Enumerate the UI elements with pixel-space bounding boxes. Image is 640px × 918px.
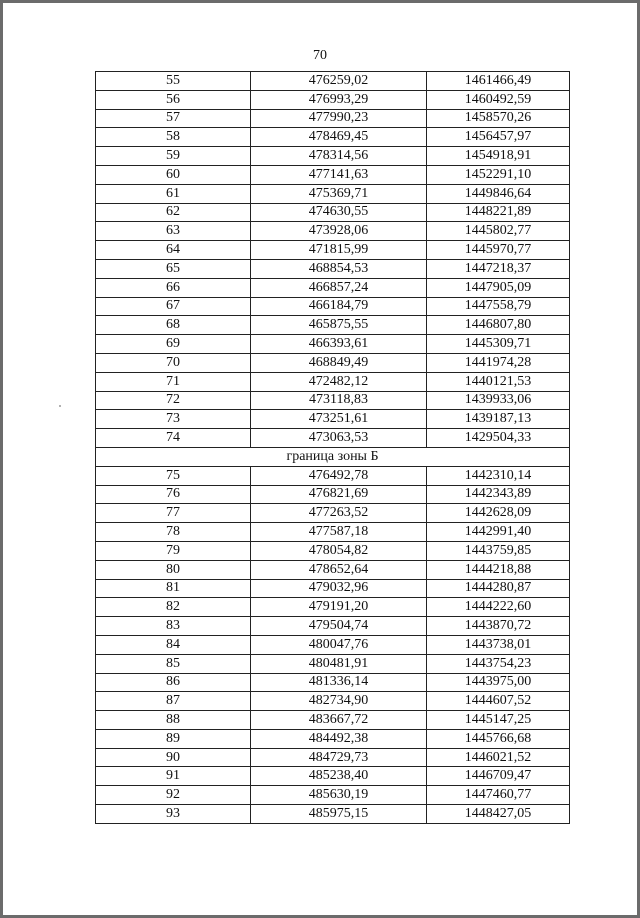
x-coordinate-cell: 466393,61: [251, 335, 427, 354]
table-row: [96, 372, 570, 391]
x-coordinate-cell: 477141,63: [251, 165, 427, 184]
table-row: [96, 767, 570, 786]
x-coordinate-cell: 482734,90: [251, 692, 427, 711]
y-coordinate-cell: 1439933,06: [427, 391, 570, 410]
y-coordinate-cell: 1449846,64: [427, 184, 570, 203]
table-row: [96, 729, 570, 748]
y-coordinate-cell: 1429504,33: [427, 429, 570, 448]
point-number-cell: 80: [96, 560, 251, 579]
y-coordinate-cell: 1443738,01: [427, 635, 570, 654]
point-number-cell: 82: [96, 598, 251, 617]
point-number-cell: 78: [96, 523, 251, 542]
x-coordinate-cell: 468854,53: [251, 259, 427, 278]
x-coordinate-cell: 472482,12: [251, 372, 427, 391]
point-number-cell: 63: [96, 222, 251, 241]
point-number-cell: 64: [96, 241, 251, 260]
y-coordinate-cell: 1445970,77: [427, 241, 570, 260]
point-number-cell: 55: [96, 72, 251, 91]
x-coordinate-cell: 483667,72: [251, 711, 427, 730]
y-coordinate-cell: 1447218,37: [427, 259, 570, 278]
y-coordinate-cell: 1443870,72: [427, 617, 570, 636]
y-coordinate-cell: 1445766,68: [427, 729, 570, 748]
x-coordinate-cell: 485975,15: [251, 805, 427, 824]
x-coordinate-cell: 477587,18: [251, 523, 427, 542]
point-number-cell: 89: [96, 729, 251, 748]
table-row: [96, 353, 570, 372]
coordinates-table-body: [96, 72, 570, 824]
x-coordinate-cell: 481336,14: [251, 673, 427, 692]
table-row: [96, 128, 570, 147]
point-number-cell: 75: [96, 466, 251, 485]
y-coordinate-cell: 1442310,14: [427, 466, 570, 485]
y-coordinate-cell: 1447558,79: [427, 297, 570, 316]
point-number-cell: 62: [96, 203, 251, 222]
y-coordinate-cell: 1442343,89: [427, 485, 570, 504]
y-coordinate-cell: 1442628,09: [427, 504, 570, 523]
x-coordinate-cell: 478054,82: [251, 541, 427, 560]
table-row: [96, 786, 570, 805]
x-coordinate-cell: 479032,96: [251, 579, 427, 598]
table-row: [96, 748, 570, 767]
point-number-cell: 83: [96, 617, 251, 636]
y-coordinate-cell: 1443754,23: [427, 654, 570, 673]
y-coordinate-cell: 1443759,85: [427, 541, 570, 560]
table-row: [96, 635, 570, 654]
point-number-cell: 56: [96, 90, 251, 109]
table-row: [96, 504, 570, 523]
x-coordinate-cell: 476259,02: [251, 72, 427, 91]
x-coordinate-cell: 480481,91: [251, 654, 427, 673]
table-row: [96, 241, 570, 260]
y-coordinate-cell: 1443975,00: [427, 673, 570, 692]
table-row: [96, 316, 570, 335]
point-number-cell: 85: [96, 654, 251, 673]
table-row: [96, 297, 570, 316]
y-coordinate-cell: 1456457,97: [427, 128, 570, 147]
point-number-cell: 81: [96, 579, 251, 598]
point-number-cell: 86: [96, 673, 251, 692]
x-coordinate-cell: 485238,40: [251, 767, 427, 786]
point-number-cell: 69: [96, 335, 251, 354]
x-coordinate-cell: 478469,45: [251, 128, 427, 147]
x-coordinate-cell: 478314,56: [251, 147, 427, 166]
y-coordinate-cell: 1445802,77: [427, 222, 570, 241]
y-coordinate-cell: 1444280,87: [427, 579, 570, 598]
table-row: [96, 579, 570, 598]
y-coordinate-cell: 1452291,10: [427, 165, 570, 184]
table-row: [96, 617, 570, 636]
point-number-cell: 84: [96, 635, 251, 654]
point-number-cell: 65: [96, 259, 251, 278]
table-row: [96, 90, 570, 109]
y-coordinate-cell: 1444218,88: [427, 560, 570, 579]
point-number-cell: 92: [96, 786, 251, 805]
x-coordinate-cell: 477263,52: [251, 504, 427, 523]
table-row: [96, 523, 570, 542]
point-number-cell: 59: [96, 147, 251, 166]
y-coordinate-cell: 1444222,60: [427, 598, 570, 617]
x-coordinate-cell: 485630,19: [251, 786, 427, 805]
table-row: [96, 165, 570, 184]
y-coordinate-cell: 1454918,91: [427, 147, 570, 166]
point-number-cell: 58: [96, 128, 251, 147]
table-row: [96, 541, 570, 560]
point-number-cell: 68: [96, 316, 251, 335]
x-coordinate-cell: 476492,78: [251, 466, 427, 485]
point-number-cell: 88: [96, 711, 251, 730]
point-number-cell: 67: [96, 297, 251, 316]
document-page: [3, 3, 637, 915]
table-row: [96, 391, 570, 410]
point-number-cell: 73: [96, 410, 251, 429]
x-coordinate-cell: 484729,73: [251, 748, 427, 767]
table-row: [96, 805, 570, 824]
section-heading: граница зоны Б: [96, 447, 570, 466]
x-coordinate-cell: 465875,55: [251, 316, 427, 335]
x-coordinate-cell: 479504,74: [251, 617, 427, 636]
table-row: [96, 560, 570, 579]
x-coordinate-cell: 468849,49: [251, 353, 427, 372]
y-coordinate-cell: 1447460,77: [427, 786, 570, 805]
x-coordinate-cell: 473118,83: [251, 391, 427, 410]
table-row: [96, 485, 570, 504]
y-coordinate-cell: 1446709,47: [427, 767, 570, 786]
point-number-cell: 91: [96, 767, 251, 786]
table-row: [96, 654, 570, 673]
y-coordinate-cell: 1458570,26: [427, 109, 570, 128]
point-number-cell: 57: [96, 109, 251, 128]
table-row: [96, 222, 570, 241]
y-coordinate-cell: 1448221,89: [427, 203, 570, 222]
table-row: [96, 410, 570, 429]
table-row: [96, 429, 570, 448]
table-row: [96, 109, 570, 128]
x-coordinate-cell: 473928,06: [251, 222, 427, 241]
page-number: 70: [313, 48, 327, 63]
y-coordinate-cell: 1444607,52: [427, 692, 570, 711]
y-coordinate-cell: 1445309,71: [427, 335, 570, 354]
table-row: [96, 673, 570, 692]
table-row: [96, 711, 570, 730]
point-number-cell: 93: [96, 805, 251, 824]
x-coordinate-cell: 471815,99: [251, 241, 427, 260]
x-coordinate-cell: 475369,71: [251, 184, 427, 203]
table-row: [96, 278, 570, 297]
x-coordinate-cell: 479191,20: [251, 598, 427, 617]
point-number-cell: 71: [96, 372, 251, 391]
point-number-cell: 87: [96, 692, 251, 711]
x-coordinate-cell: 476993,29: [251, 90, 427, 109]
table-row: [96, 147, 570, 166]
x-coordinate-cell: 478652,64: [251, 560, 427, 579]
y-coordinate-cell: 1446807,80: [427, 316, 570, 335]
x-coordinate-cell: 466857,24: [251, 278, 427, 297]
y-coordinate-cell: 1461466,49: [427, 72, 570, 91]
point-number-cell: 79: [96, 541, 251, 560]
y-coordinate-cell: 1446021,52: [427, 748, 570, 767]
y-coordinate-cell: 1445147,25: [427, 711, 570, 730]
point-number-cell: 72: [96, 391, 251, 410]
scan-speck: [59, 405, 61, 407]
section-heading-row: [96, 447, 570, 466]
table-row: [96, 466, 570, 485]
table-row: [96, 72, 570, 91]
point-number-cell: 60: [96, 165, 251, 184]
y-coordinate-cell: 1442991,40: [427, 523, 570, 542]
y-coordinate-cell: 1441974,28: [427, 353, 570, 372]
point-number-cell: 66: [96, 278, 251, 297]
point-number-cell: 74: [96, 429, 251, 448]
y-coordinate-cell: 1448427,05: [427, 805, 570, 824]
y-coordinate-cell: 1440121,53: [427, 372, 570, 391]
table-row: [96, 335, 570, 354]
y-coordinate-cell: 1447905,09: [427, 278, 570, 297]
x-coordinate-cell: 480047,76: [251, 635, 427, 654]
y-coordinate-cell: 1439187,13: [427, 410, 570, 429]
coordinates-table: [95, 71, 570, 824]
point-number-cell: 76: [96, 485, 251, 504]
y-coordinate-cell: 1460492,59: [427, 90, 570, 109]
point-number-cell: 70: [96, 353, 251, 372]
point-number-cell: 77: [96, 504, 251, 523]
x-coordinate-cell: 474630,55: [251, 203, 427, 222]
x-coordinate-cell: 466184,79: [251, 297, 427, 316]
point-number-cell: 61: [96, 184, 251, 203]
point-number-cell: 90: [96, 748, 251, 767]
table-row: [96, 203, 570, 222]
table-row: [96, 692, 570, 711]
x-coordinate-cell: 484492,38: [251, 729, 427, 748]
table-row: [96, 598, 570, 617]
x-coordinate-cell: 477990,23: [251, 109, 427, 128]
x-coordinate-cell: 476821,69: [251, 485, 427, 504]
table-row: [96, 184, 570, 203]
x-coordinate-cell: 473251,61: [251, 410, 427, 429]
x-coordinate-cell: 473063,53: [251, 429, 427, 448]
table-row: [96, 259, 570, 278]
